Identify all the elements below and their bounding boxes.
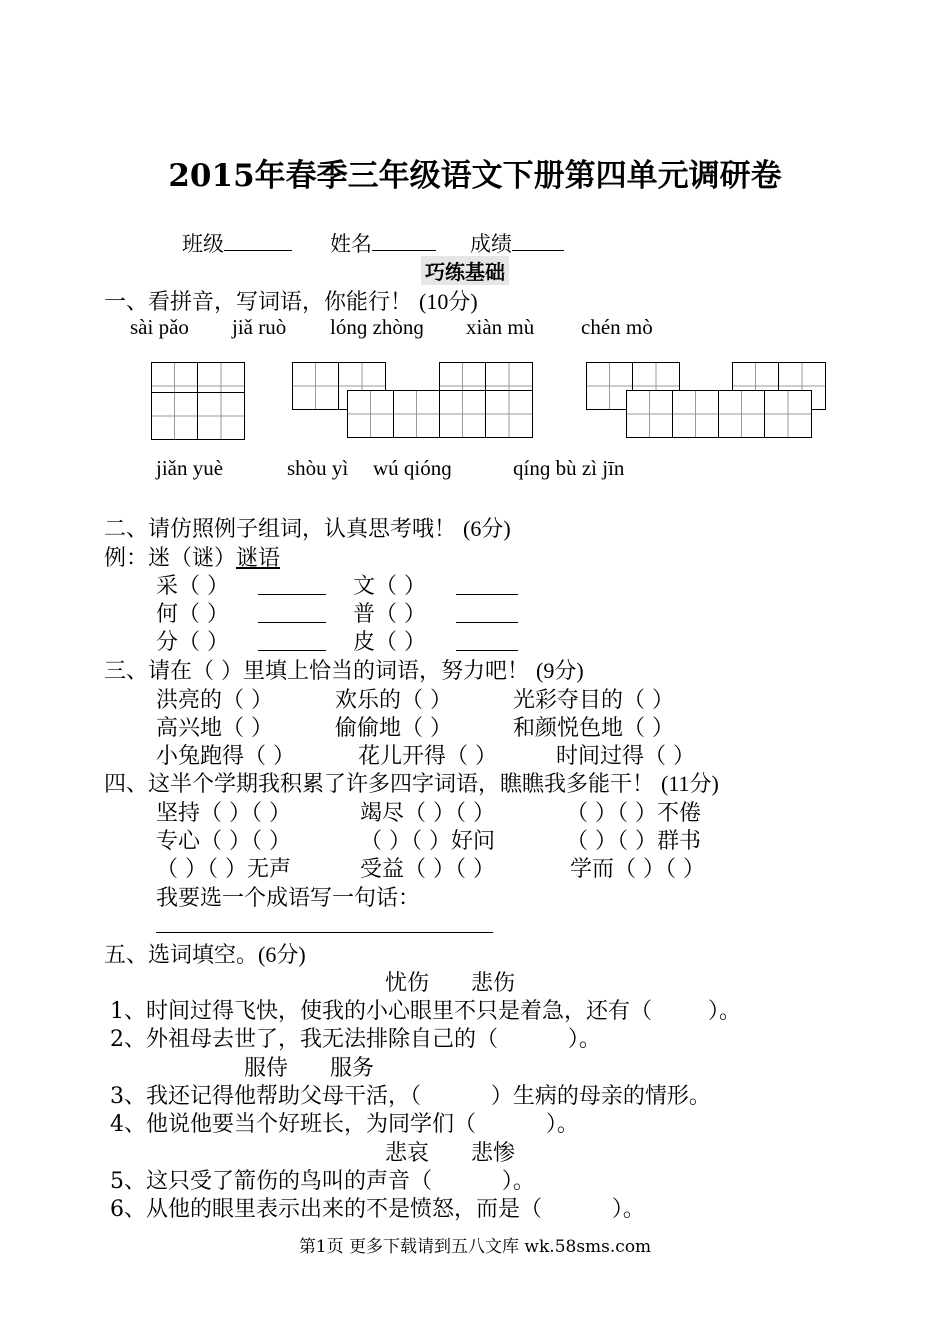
q5-word-pair-1: 忧伤 悲伤: [385, 971, 515, 996]
q3-item: 偷偷地（ ）: [335, 716, 452, 741]
q5-sentence-4: 4、他说他要当个好班长，为同学们（ ）。: [110, 1112, 579, 1137]
q4-item: 坚持（ ）（ ）: [156, 801, 291, 826]
q2-item-2: 文（ ）: [353, 574, 426, 599]
q4-item: 受益（ ）（ ）: [360, 857, 495, 882]
q4-item: （ ）（ ）不倦: [566, 801, 701, 826]
q2-blank-1[interactable]: [258, 594, 326, 595]
name-label: 姓名: [330, 232, 372, 256]
score-label: 成绩: [470, 232, 512, 256]
q2-blank-4[interactable]: [456, 622, 518, 623]
pinyin-top-2: jiǎ ruò: [232, 315, 287, 339]
class-blank[interactable]: [224, 230, 292, 251]
q1-heading: 一、看拼音，写词语，你能行！ (10分): [104, 289, 478, 315]
pinyin-top-5: chén mò: [581, 315, 653, 339]
q5-heading: 五、选词填空。(6分): [104, 942, 306, 968]
q3-item: 高兴地（ ）: [156, 716, 273, 741]
q4-item: （ ）（ ）好问: [360, 829, 495, 854]
q5-sentence-1: 1、时间过得飞快，使我的小心眼里不只是着急，还有（ ）。: [110, 999, 741, 1024]
writing-grid-8[interactable]: [626, 390, 812, 438]
pinyin-top-4: xiàn mù: [466, 315, 535, 339]
q4-item: （ ）（ ）无声: [156, 857, 291, 882]
q5-word-pair-3: 悲哀 悲惨: [385, 1141, 515, 1166]
q4-item: 专心（ ）（ ）: [156, 829, 291, 854]
writing-grid-6[interactable]: [151, 392, 245, 440]
pinyin-bottom-2: shòu yì: [287, 456, 349, 480]
q2-blank-2[interactable]: [456, 594, 518, 595]
name-field: [330, 228, 436, 258]
q5-word-pair-2: 服侍 服务: [244, 1056, 374, 1081]
q3-heading: 三、请在（ ）里填上恰当的词语，努力吧！ (9分): [104, 658, 584, 684]
q3-item: 花儿开得（ ）: [358, 744, 497, 769]
q4-item: （ ）（ ）群书: [566, 829, 701, 854]
pinyin-bottom-1: jiǎn yuè: [156, 456, 224, 480]
q4-item: 学而（ ）（ ）: [570, 857, 705, 882]
q4-item: 竭尽（ ）（ ）: [360, 801, 495, 826]
q2-heading: 二、请仿照例子组词，认真思考哦！ (6分): [104, 516, 511, 542]
q4-heading: 四、这半个学期我积累了许多四字词语，瞧瞧我多能干！ (11分): [104, 771, 719, 797]
class-label: 班级: [182, 232, 224, 256]
q2-item-5: 分（ ）: [156, 630, 229, 655]
q4-sentence-line[interactable]: [156, 932, 493, 933]
q3-item: 小兔跑得（ ）: [156, 744, 295, 769]
pinyin-top-1: sài pǎo: [130, 315, 189, 339]
q5-sentence-6: 6、从他的眼里表示出来的不是愤怒，而是（ ）。: [110, 1197, 645, 1222]
writing-grid-7[interactable]: [347, 390, 533, 438]
q2-item-3: 何（ ）: [156, 602, 229, 627]
page-title: 2015年春季三年级语文下册第四单元调研卷: [168, 158, 782, 194]
q4-sentence-prompt: 我要选一个成语写一句话：: [156, 886, 421, 911]
section-badge: 巧练基础: [421, 256, 509, 285]
page-footer: 第1页 更多下载请到五八文库 wk.58sms.com: [298, 1237, 652, 1257]
q3-item: 欢乐的（ ）: [335, 688, 452, 713]
q5-sentence-2: 2、外祖母去世了，我无法排除自己的（ ）。: [110, 1027, 601, 1052]
q2-blank-6[interactable]: [456, 650, 518, 651]
score-blank[interactable]: [512, 230, 564, 251]
q2-example: 例：迷（谜）谜语: [104, 546, 281, 571]
pinyin-bottom-4: qínɡ bù zì jīn: [513, 456, 625, 480]
q2-item-1: 采（ ）: [156, 574, 229, 599]
pinyin-top-3: lónɡ zhònɡ: [330, 315, 424, 339]
score-field: [470, 228, 564, 258]
q2-item-4: 普（ ）: [353, 602, 426, 627]
q3-item: 光彩夺目的（ ）: [513, 688, 674, 713]
q2-blank-5[interactable]: [258, 650, 326, 651]
q5-sentence-5: 5、这只受了箭伤的鸟叫的声音（ ）。: [110, 1169, 535, 1194]
q2-blank-3[interactable]: [258, 622, 326, 623]
q5-sentence-3: 3、我还记得他帮助父母干活，（ ）生病的母亲的情形。: [110, 1084, 711, 1109]
name-blank[interactable]: [372, 230, 436, 251]
class-field: [182, 228, 292, 258]
q3-item: 时间过得（ ）: [556, 744, 695, 769]
q2-example-word: 谜语: [236, 546, 281, 571]
q3-item: 洪亮的（ ）: [156, 688, 273, 713]
q2-item-6: 皮（ ）: [353, 630, 426, 655]
q3-item: 和颜悦色地（ ）: [513, 716, 674, 741]
pinyin-bottom-3: wú qiónɡ: [373, 456, 452, 480]
